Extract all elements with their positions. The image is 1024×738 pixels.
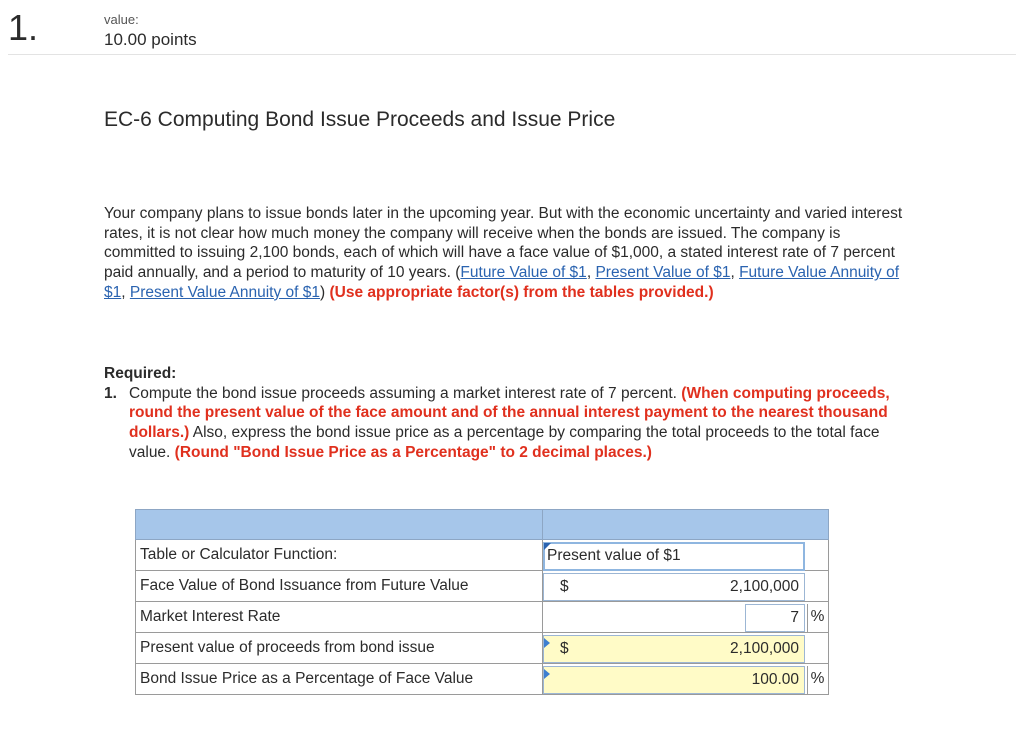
requirement-text-part: Also, express the bond issue price as a percentage by comparing the total proceeds to the total face value. — [129, 424, 880, 461]
rounding-instruction: (When computing proceeds, round the present value of the face amount and of the annual interest payment to the nearest thousand dollars.) — [129, 384, 890, 442]
table-row-label: Bond Issue Price as a Percentage of Face Value — [135, 664, 543, 695]
percentage-rounding-instruction: (Round "Bond Issue Price as a Percentage" to 2 decimal places.) — [174, 443, 652, 461]
question-points: 10.00 points — [104, 30, 197, 49]
face-value-amount: 2,100,000 — [730, 578, 799, 595]
present-value-annuity-link[interactable]: Present Value Annuity of $1 — [129, 283, 321, 301]
link-separator: , — [730, 264, 740, 282]
present-value-link[interactable]: Present Value of $1 — [595, 264, 731, 282]
requirement-item — [104, 384, 904, 463]
table-header-right — [542, 509, 829, 540]
table-row-value-cell — [543, 664, 829, 695]
link-separator: , — [121, 283, 130, 301]
requirement-number: 1. — [104, 384, 117, 402]
link-close: ) — [320, 283, 330, 301]
issue-price-input[interactable] — [543, 666, 805, 694]
table-row-value-cell — [543, 540, 829, 571]
header-divider — [8, 54, 1016, 55]
table-row-label: Market Interest Rate — [135, 602, 543, 633]
required-heading: Required: — [104, 365, 177, 382]
issue-price-value: 100.00 — [751, 671, 799, 688]
table-row-value-cell — [543, 633, 829, 664]
table-row-label: Face Value of Bond Issuance from Future Value — [135, 571, 543, 602]
table-row-label: Table or Calculator Function: — [135, 540, 543, 571]
table-row-label: Present value of proceeds from bond issue — [135, 633, 543, 664]
requirement-text — [129, 384, 904, 463]
currency-symbol: $ — [560, 640, 569, 657]
proceeds-amount: 2,100,000 — [730, 640, 799, 657]
value-label: value: — [104, 12, 139, 27]
table-row-value-cell — [543, 571, 829, 602]
required-section — [104, 364, 904, 463]
input-marker-icon — [544, 669, 550, 679]
proceeds-input[interactable] — [543, 635, 805, 663]
input-marker-icon — [544, 638, 550, 648]
face-value-input[interactable] — [543, 573, 805, 601]
percent-unit: % — [807, 604, 827, 632]
function-select-value: Present value of $1 — [547, 547, 681, 564]
requirement-text-part: Compute the bond issue proceeds assuming a market interest rate of 7 percent. — [129, 384, 682, 402]
table-row-value-cell — [543, 602, 829, 633]
future-value-annuity-link[interactable]: Future Value Annuity of $1 — [104, 264, 900, 301]
answer-table — [135, 509, 829, 698]
function-select[interactable] — [543, 542, 805, 571]
dropdown-marker-icon — [544, 543, 551, 550]
table-header-left — [135, 509, 543, 540]
factor-instruction: (Use appropriate factor(s) from the tables provided.) — [329, 283, 714, 301]
statement-text: Your company plans to issue bonds later in the upcoming year. But with the economic uncertainty and varied interest rates, it is not clear how much money the company will receive when the bonds are issued. The company is committed to issuing 2,100 bonds, each of which will have a face value of $1,000, a stated interest rate of 7 percent paid annually, and a period to maturity of 10 years. ( — [104, 205, 903, 282]
currency-symbol: $ — [560, 578, 569, 595]
problem-statement — [104, 204, 904, 303]
question-number: 1. — [8, 7, 39, 48]
link-separator: , — [586, 264, 596, 282]
percent-unit: % — [807, 666, 827, 694]
market-rate-value: 7 — [790, 609, 799, 626]
future-value-link[interactable]: Future Value of $1 — [460, 264, 587, 282]
question-title: EC-6 Computing Bond Issue Proceeds and Issue Price — [104, 108, 616, 131]
market-rate-input[interactable] — [745, 604, 805, 632]
